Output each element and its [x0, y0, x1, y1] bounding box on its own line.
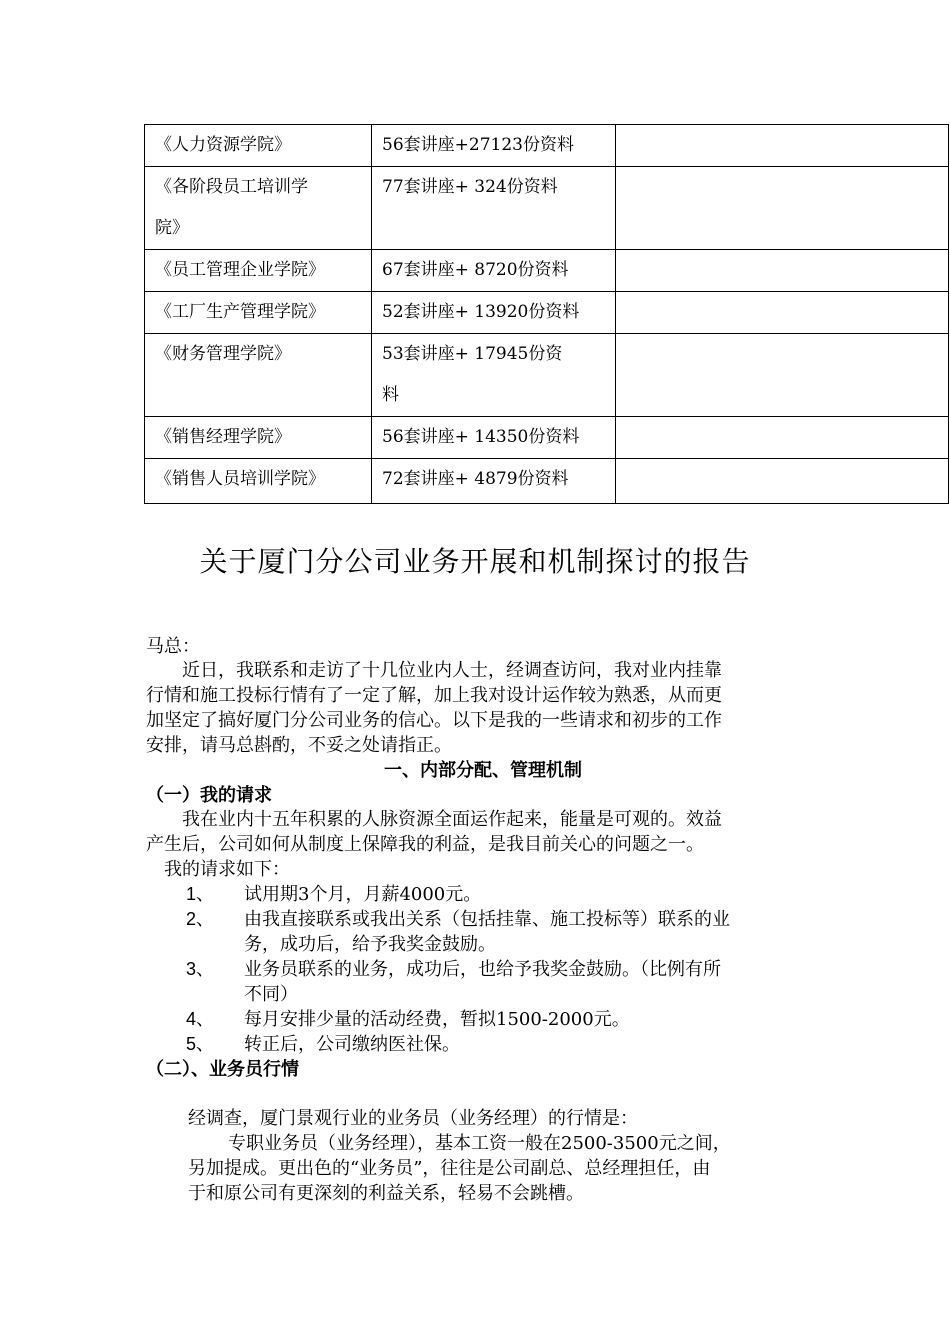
empty-cell	[616, 125, 949, 167]
name-line: 院》	[155, 218, 189, 238]
academy-name-cell: 《财务管理学院》	[145, 334, 372, 417]
list-item: 务，成功后，给予我奖金鼓励。	[244, 934, 496, 955]
list-number: 5、	[186, 1034, 215, 1054]
subsection-heading: （一）我的请求	[146, 785, 272, 806]
content-line: 53套讲座+ 17945份资	[382, 344, 563, 364]
academy-content-cell: 56套讲座+ 14350份资料	[372, 417, 616, 459]
academy-content-cell: 52套讲座+ 13920份资料	[372, 292, 616, 334]
table-row	[145, 459, 949, 504]
empty-cell	[616, 292, 949, 334]
list-number: 2、	[186, 909, 215, 929]
paragraph-line: 我的请求如下：	[164, 859, 290, 880]
table-row	[145, 334, 949, 417]
paragraph-line: 另加提成。更出色的“业务员”，往往是公司副总、总经理担任，由	[188, 1158, 711, 1179]
academy-name-cell: 《销售经理学院》	[145, 417, 372, 459]
list-item: 由我直接联系或我出关系（包括挂靠、施工投标等）联系的业	[244, 909, 730, 930]
intro-line: 行情和施工投标行情有了一定了解，加上我对设计运作较为熟悉，从而更	[146, 685, 722, 706]
empty-cell	[616, 334, 949, 417]
empty-cell	[616, 167, 949, 250]
list-number: 1、	[186, 884, 215, 904]
paragraph-line: 经调查，厦门景观行业的业务员（业务经理）的行情是：	[188, 1108, 638, 1129]
academy-name-cell: 《销售人员培训学院》	[145, 459, 372, 504]
course-catalog-table	[144, 124, 949, 504]
academy-content-cell	[372, 334, 616, 417]
academy-name-cell: 《人力资源学院》	[145, 125, 372, 167]
list-item: 每月安排少量的活动经费，暂拟1500-2000元。	[244, 1009, 630, 1030]
list-number: 3、	[186, 959, 215, 979]
empty-cell	[616, 459, 949, 504]
paragraph-line: 产生后，公司如何从制度上保障我的利益，是我目前关心的问题之一。	[146, 834, 704, 855]
intro-line: 安排，请马总斟酌，不妥之处请指正。	[146, 735, 452, 756]
table-row	[145, 167, 949, 250]
academy-content-cell: 67套讲座+ 8720份资料	[372, 250, 616, 292]
empty-cell	[616, 417, 949, 459]
academy-content-cell: 72套讲座+ 4879份资料	[372, 459, 616, 504]
empty-cell	[616, 250, 949, 292]
list-item: 转正后，公司缴纳医社保。	[244, 1034, 460, 1055]
academy-name-cell: 《工厂生产管理学院》	[145, 292, 372, 334]
paragraph-line: 我在业内十五年积累的人脉资源全面运作起来，能量是可观的。效益	[182, 809, 722, 830]
paragraph-line: 于和原公司有更深刻的利益关系，轻易不会跳槽。	[188, 1183, 584, 1204]
report-title: 关于厦门分公司业务开展和机制探讨的报告	[199, 545, 751, 578]
table-row	[145, 292, 949, 334]
table-row	[145, 250, 949, 292]
academy-content-cell: 56套讲座+27123份资料	[372, 125, 616, 167]
table-row	[145, 125, 949, 167]
academy-content-cell: 77套讲座+ 324份资料	[372, 167, 616, 250]
paragraph-line: 专职业务员（业务经理），基本工资一般在2500-3500元之间，	[228, 1133, 731, 1154]
content-line: 料	[382, 385, 399, 405]
academy-name-cell: 《员工管理企业学院》	[145, 250, 372, 292]
salutation: 马总：	[146, 636, 200, 657]
table-row	[145, 417, 949, 459]
list-item: 试用期3个月，月薪4000元。	[244, 884, 482, 905]
intro-line: 加坚定了搞好厦门分公司业务的信心。以下是我的一些请求和初步的工作	[146, 710, 722, 731]
name-line: 《各阶段员工培训学	[155, 177, 308, 197]
list-item: 业务员联系的业务，成功后，也给予我奖金鼓励。（比例有所	[244, 959, 721, 980]
section-heading: 一、内部分配、管理机制	[384, 760, 582, 781]
intro-line: 近日，我联系和走访了十几位业内人士，经调查访问，我对业内挂靠	[182, 660, 722, 681]
list-number: 4、	[186, 1009, 215, 1029]
subsection-heading: （二）、业务员行情	[146, 1059, 299, 1080]
list-item: 不同）	[244, 984, 298, 1005]
academy-name-cell	[145, 167, 372, 250]
